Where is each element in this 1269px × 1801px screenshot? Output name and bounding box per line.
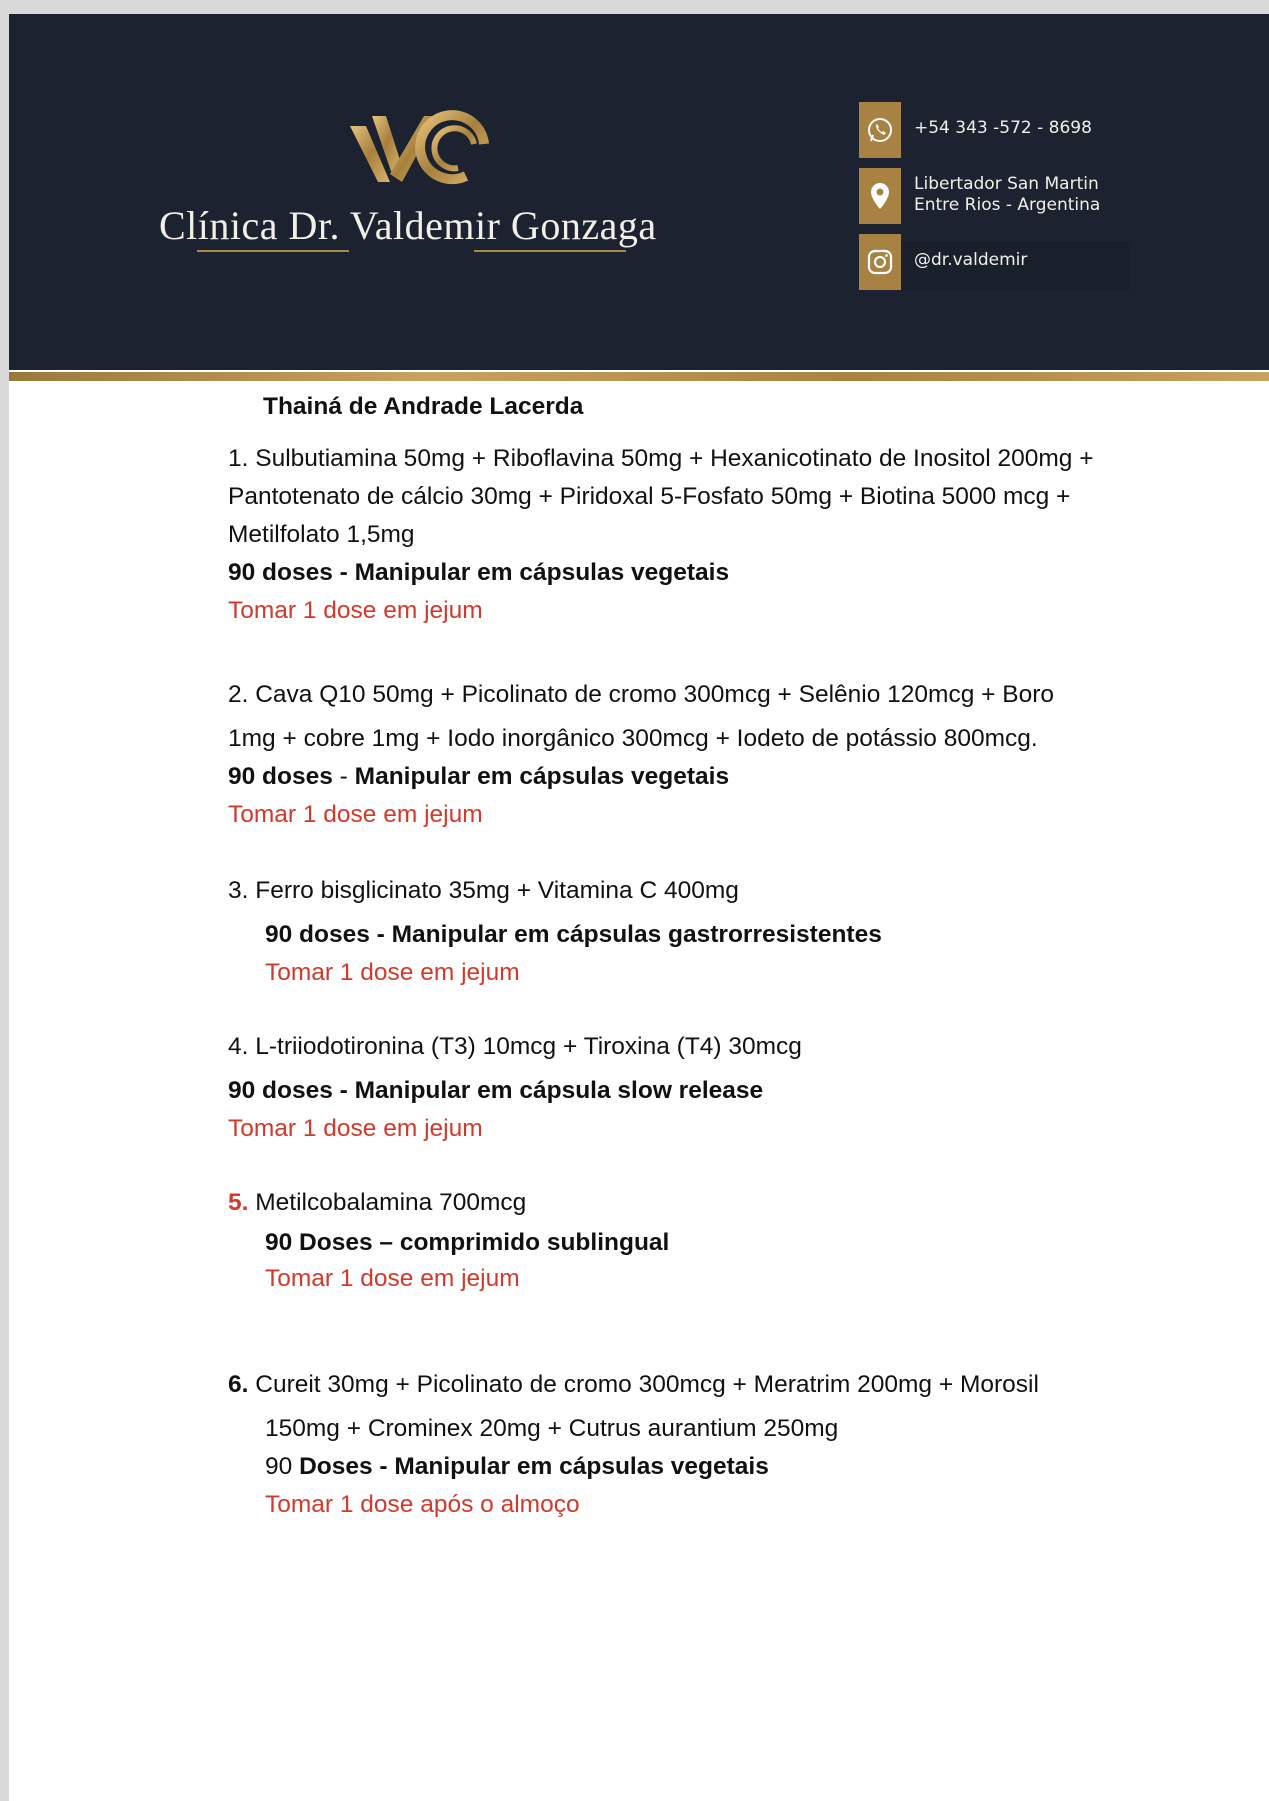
prescription-page [9, 14, 1269, 1801]
address-line: Libertador San Martin [914, 174, 1099, 194]
prescription-body [9, 14, 1269, 1801]
item-number: 5. [228, 1189, 249, 1216]
item-text: Metilcobalamina 700mcg [248, 1189, 527, 1216]
item-instruction: Tomar 1 dose em jejum [265, 959, 520, 986]
dose-count: 90 [265, 1453, 300, 1480]
dose-form: Doses - Manipular em cápsulas vegetais [299, 1453, 769, 1480]
item-line: 3. Ferro bisglicinato 35mg + Vitamina C 400mg [228, 877, 739, 904]
item-instruction: Tomar 1 dose em jejum [265, 1265, 520, 1292]
item-instruction: Tomar 1 dose em jejum [228, 801, 483, 828]
item-line: 2. Cava Q10 50mg + Picolinato de cromo 300mcg + Selênio 120mcg + Boro [228, 681, 1054, 708]
item-line: 1mg + cobre 1mg + Iodo inorgânico 300mcg + Iodeto de potássio 800mcg. [228, 725, 1038, 752]
item-dose: 90 doses - Manipular em cápsula slow release [228, 1077, 764, 1104]
item-line [228, 1188, 526, 1218]
item-dose: 90 Doses – comprimido sublingual [265, 1229, 670, 1256]
item-line: 4. L-triiodotironina (T3) 10mcg + Tiroxina (T4) 30mcg [228, 1033, 802, 1060]
instagram-handle: @dr.valdemir [914, 250, 1028, 270]
item-line: 1. Sulbutiamina 50mg + Riboflavina 50mg + Hexanicotinato de Inositol 200mg + [228, 445, 1094, 472]
address-line: Entre Rios - Argentina [914, 195, 1101, 215]
item-number: 6. [228, 1371, 249, 1398]
dose-count: 90 doses [228, 763, 333, 790]
item-line [228, 1370, 1039, 1400]
item-instruction: Tomar 1 dose em jejum [228, 597, 483, 624]
item-line: 150mg + Crominex 20mg + Cutrus aurantium 250mg [265, 1415, 839, 1442]
item-line: Pantotenato de cálcio 30mg + Piridoxal 5-Fosfato 50mg + Biotina 5000 mcg + [228, 483, 1071, 510]
dose-separator: - [332, 763, 355, 790]
dose-form: Manipular em cápsulas vegetais [354, 763, 730, 790]
clinic-name: Clínica Dr. Valdemir Gonzaga [159, 203, 657, 248]
phone-number: +54 343 -572 - 8698 [914, 118, 1092, 138]
patient-name: Thainá de Andrade Lacerda [263, 393, 584, 420]
item-dose [228, 762, 729, 792]
item-text: Cureit 30mg + Picolinato de cromo 300mcg + Meratrim 200mg + Morosil [248, 1371, 1039, 1398]
item-dose: 90 doses - Manipular em cápsulas gastrorresistentes [265, 921, 882, 948]
item-instruction: Tomar 1 dose em jejum [228, 1115, 483, 1142]
item-dose [265, 1452, 769, 1482]
item-instruction: Tomar 1 dose após o almoço [265, 1491, 580, 1518]
item-dose: 90 doses - Manipular em cápsulas vegetais [228, 559, 730, 586]
item-line: Metilfolato 1,5mg [228, 521, 415, 548]
